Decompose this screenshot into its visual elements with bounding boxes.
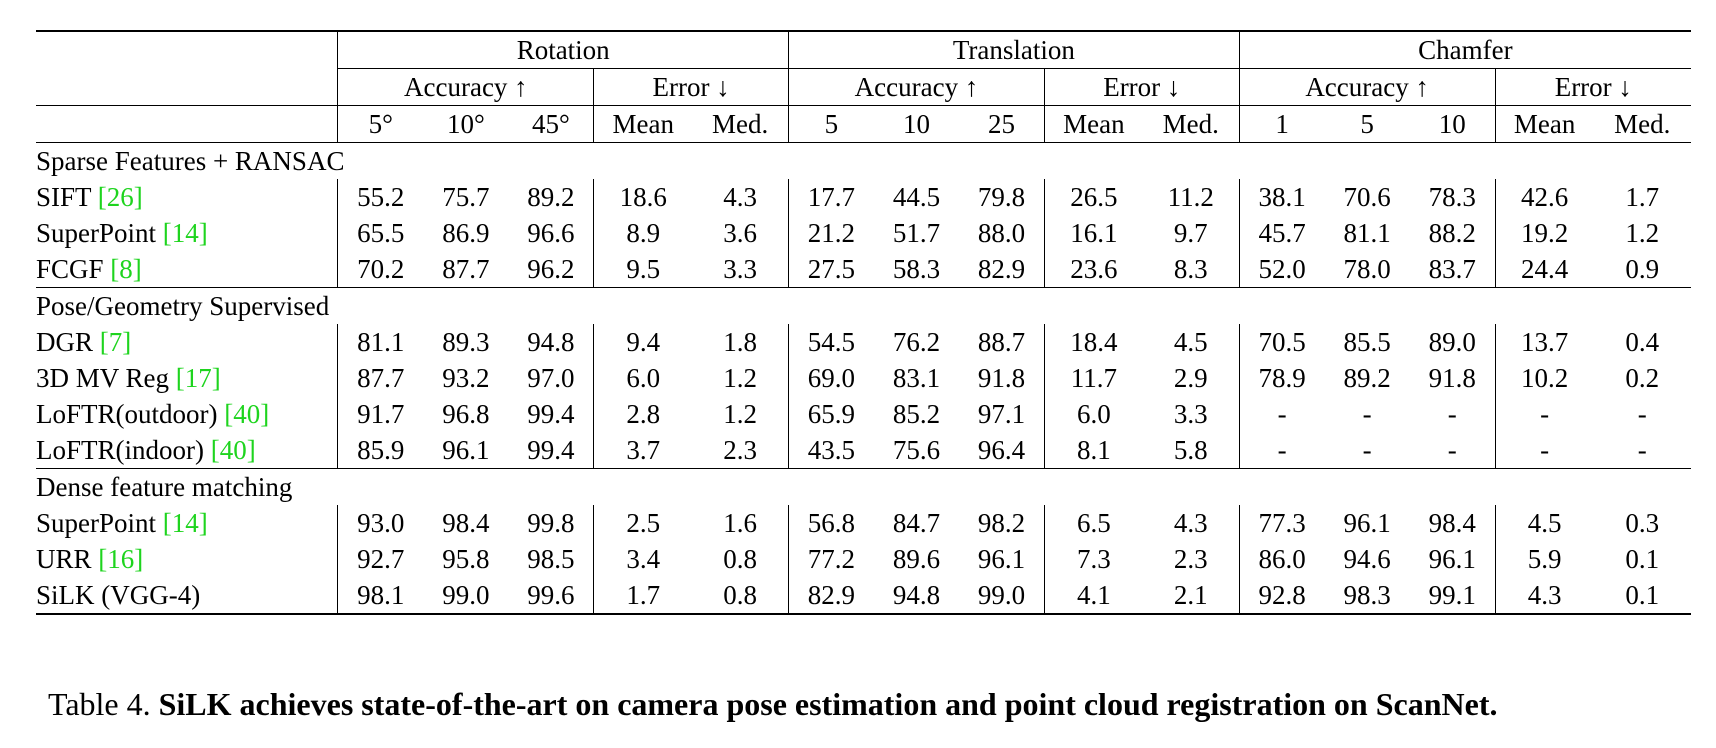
value-cell: 65.5 (338, 215, 423, 251)
value-cell: 96.1 (977, 544, 1026, 574)
value-cell: 44.5 (892, 182, 941, 212)
value-cell: 82.9 (959, 251, 1044, 288)
value-cell: 0.8 (723, 544, 757, 574)
value-cell: 18.6 (594, 179, 692, 215)
value-cell: 79.8 (977, 182, 1026, 212)
value-cell: 89.2 (527, 182, 575, 212)
value-cell: - (1495, 432, 1593, 469)
value-cell: 70.2 (338, 251, 423, 288)
value-cell: 85.9 (338, 432, 423, 469)
corner-cell (36, 106, 338, 143)
section-title: Sparse Features + RANSAC (36, 146, 345, 176)
value-cell: 24.4 (1495, 251, 1593, 288)
value-cell: 8.1 (1044, 432, 1142, 469)
value-cell: 98.4 (442, 508, 490, 538)
corner-cell (36, 31, 338, 69)
table-row (36, 432, 1691, 469)
citation-link[interactable]: [16] (98, 544, 144, 574)
method-label: URR (36, 544, 99, 574)
value-cell: 16.1 (1044, 215, 1142, 251)
value-cell: 11.7 (1044, 360, 1142, 396)
value-cell: 98.3 (1325, 577, 1410, 614)
value-cell: 5.9 (1495, 541, 1593, 577)
value-cell: 98.5 (527, 544, 575, 574)
value-cell: 45.7 (1239, 215, 1324, 251)
value-cell: 88.2 (1428, 218, 1476, 248)
value-cell: 98.4 (1428, 508, 1476, 538)
value-cell: 1.7 (594, 577, 692, 614)
value-cell: 4.3 (723, 182, 757, 212)
column-header: 10 (1410, 106, 1495, 143)
citation-link[interactable]: [40] (224, 399, 270, 429)
method-name (36, 577, 338, 614)
value-cell: 91.8 (977, 363, 1026, 393)
value-cell: 6.0 (594, 360, 692, 396)
method-label: SIFT (36, 182, 98, 212)
value-cell: - (1447, 399, 1457, 429)
value-cell: - (1410, 432, 1495, 469)
value-cell: 99.4 (527, 399, 575, 429)
value-cell: 86.0 (1239, 541, 1324, 577)
value-cell: 75.6 (874, 432, 959, 469)
value-cell: 0.9 (1594, 251, 1691, 288)
subgroup-header: Error ↓ (1495, 69, 1691, 106)
method-label: 3D MV Reg (36, 363, 176, 393)
value-cell: 99.6 (509, 577, 594, 614)
subgroup-header: Accuracy ↑ (1239, 69, 1495, 106)
method-name (36, 541, 338, 577)
value-cell: 99.0 (423, 577, 508, 614)
value-cell: 99.1 (1410, 577, 1495, 614)
value-cell: 78.9 (1239, 360, 1324, 396)
table-row (36, 396, 1691, 432)
group-header-translation: Translation (789, 31, 1240, 69)
value-cell: 89.6 (892, 544, 941, 574)
value-cell: - (1239, 396, 1324, 432)
value-cell: 89.2 (1343, 363, 1391, 393)
column-header: 5 (789, 106, 874, 143)
subgroup-header: Error ↓ (1044, 69, 1239, 106)
value-cell: 70.5 (1239, 324, 1324, 360)
value-cell: 2.1 (1143, 577, 1239, 614)
section-header-row (36, 288, 1691, 325)
citation-link[interactable]: [14] (162, 218, 208, 248)
value-cell: 81.1 (338, 324, 423, 360)
citation-link[interactable]: [8] (110, 254, 142, 284)
value-cell: 9.4 (594, 324, 692, 360)
value-cell: - (1325, 432, 1410, 469)
value-cell: 96.1 (1428, 544, 1476, 574)
method-name (36, 505, 338, 541)
value-cell: 1.2 (723, 363, 757, 393)
table-row (36, 505, 1691, 541)
value-cell: 8.9 (594, 215, 692, 251)
citation-link[interactable]: [26] (97, 182, 143, 212)
value-cell: 13.7 (1495, 324, 1593, 360)
method-label: LoFTR(outdoor) (36, 399, 225, 429)
value-cell: 52.0 (1239, 251, 1324, 288)
value-cell: 91.7 (338, 396, 423, 432)
value-cell: 2.3 (1173, 544, 1208, 574)
value-cell: 1.8 (723, 327, 757, 357)
method-name (36, 215, 338, 251)
subgroup-header-row (36, 69, 1691, 106)
method-name (36, 432, 338, 469)
value-cell: 75.7 (442, 182, 490, 212)
value-cell: 93.0 (338, 505, 423, 541)
value-cell: 21.2 (789, 215, 874, 251)
value-cell: 97.1 (977, 399, 1026, 429)
value-cell: 76.2 (892, 327, 941, 357)
value-cell: 93.2 (442, 363, 490, 393)
value-cell: 88.0 (977, 218, 1026, 248)
value-cell: 2.8 (594, 396, 692, 432)
value-cell: 96.4 (959, 432, 1044, 469)
value-cell: 42.6 (1495, 179, 1593, 215)
group-header-rotation: Rotation (338, 31, 789, 69)
value-cell: 82.9 (789, 577, 874, 614)
table-row (36, 541, 1691, 577)
value-cell: 89.0 (1428, 327, 1476, 357)
value-cell: 0.8 (692, 577, 788, 614)
value-cell: 38.1 (1239, 179, 1324, 215)
value-cell: 78.3 (1428, 182, 1476, 212)
value-cell: 1.2 (1625, 218, 1660, 248)
value-cell: 65.9 (789, 396, 874, 432)
group-header-row (36, 31, 1691, 69)
value-cell: 84.7 (892, 508, 941, 538)
value-cell: 77.2 (789, 541, 874, 577)
column-header: Med. (692, 106, 788, 143)
method-label: SuperPoint (36, 218, 163, 248)
value-cell: 3.7 (594, 432, 692, 469)
method-label: SiLK (VGG-4) (36, 580, 201, 610)
value-cell: 92.7 (338, 541, 423, 577)
citation-link[interactable]: [40] (210, 435, 256, 465)
subgroup-header: Accuracy ↑ (789, 69, 1045, 106)
value-cell: - (1594, 432, 1691, 469)
column-header-row (36, 106, 1691, 143)
value-cell: 43.5 (789, 432, 874, 469)
value-cell: 1.2 (723, 399, 757, 429)
value-cell: 98.1 (338, 577, 423, 614)
value-cell: 6.0 (1044, 396, 1142, 432)
section-header-row (36, 143, 1691, 180)
method-name (36, 251, 338, 288)
value-cell: 96.1 (1343, 508, 1391, 538)
value-cell: 55.2 (338, 179, 423, 215)
column-header: 5 (1325, 106, 1410, 143)
method-label: FCGF (36, 254, 111, 284)
value-cell: 1.6 (723, 508, 757, 538)
column-header: Mean (1044, 106, 1142, 143)
method-name (36, 324, 338, 360)
column-header: Med. (1143, 106, 1239, 143)
value-cell: 94.6 (1343, 544, 1391, 574)
value-cell: 5.8 (1143, 432, 1239, 469)
value-cell: 23.6 (1044, 251, 1142, 288)
value-cell: 98.2 (977, 508, 1026, 538)
value-cell: 94.8 (874, 577, 959, 614)
value-cell: 85.5 (1343, 327, 1391, 357)
value-cell: 2.3 (692, 432, 788, 469)
value-cell: 78.0 (1325, 251, 1410, 288)
value-cell: - (1239, 432, 1324, 469)
column-header: Mean (1495, 106, 1593, 143)
value-cell: 56.8 (789, 505, 874, 541)
value-cell: - (1495, 396, 1593, 432)
value-cell: 3.3 (1173, 399, 1208, 429)
table-row (36, 577, 1691, 614)
value-cell: 87.7 (338, 360, 423, 396)
value-cell: 2.5 (594, 505, 692, 541)
citation-link[interactable]: [7] (99, 327, 132, 357)
method-name (36, 360, 338, 396)
corner-cell (36, 69, 338, 106)
column-header: Mean (594, 106, 692, 143)
table-header (36, 31, 1691, 143)
citation-link[interactable]: [14] (162, 508, 208, 538)
table-row (36, 324, 1691, 360)
value-cell: 96.6 (527, 218, 575, 248)
caption-text: SiLK achieves state-of-the-art on camera pose estimation and point cloud registration on ScanNet. (158, 686, 1498, 722)
column-header: 25 (959, 106, 1044, 143)
value-cell: 91.8 (1428, 363, 1476, 393)
method-label: DGR (36, 327, 100, 357)
value-cell: 99.0 (959, 577, 1044, 614)
value-cell: 0.2 (1625, 363, 1660, 393)
value-cell: 70.6 (1343, 182, 1391, 212)
value-cell: 0.3 (1625, 508, 1660, 538)
value-cell: 83.1 (892, 363, 941, 393)
value-cell: 9.7 (1173, 218, 1208, 248)
value-cell: 97.0 (527, 363, 575, 393)
value-cell: 2.9 (1173, 363, 1208, 393)
value-cell: 3.3 (692, 251, 788, 288)
value-cell: 3.6 (723, 218, 757, 248)
value-cell: 51.7 (892, 218, 941, 248)
citation-link[interactable]: [17] (175, 363, 221, 393)
subgroup-header: Error ↓ (594, 69, 789, 106)
value-cell: 86.9 (442, 218, 490, 248)
value-cell: 99.4 (509, 432, 594, 469)
value-cell: 77.3 (1239, 505, 1324, 541)
value-cell: 83.7 (1410, 251, 1495, 288)
column-header: 5° (338, 106, 423, 143)
value-cell: 10.2 (1495, 360, 1593, 396)
value-cell: 27.5 (789, 251, 874, 288)
value-cell: 89.3 (442, 327, 490, 357)
results-table (36, 30, 1691, 615)
value-cell: - (1362, 399, 1372, 429)
table-body (36, 143, 1691, 615)
value-cell: 58.3 (874, 251, 959, 288)
column-header: 1 (1239, 106, 1324, 143)
value-cell: 1.7 (1625, 182, 1660, 212)
value-cell: 17.7 (789, 179, 874, 215)
value-cell: - (1637, 399, 1647, 429)
value-cell: 94.8 (527, 327, 575, 357)
subgroup-header: Accuracy ↑ (338, 69, 594, 106)
value-cell: 88.7 (977, 327, 1026, 357)
value-cell: 11.2 (1167, 182, 1214, 212)
value-cell: 95.8 (442, 544, 490, 574)
value-cell: 96.1 (423, 432, 508, 469)
table-row (36, 215, 1691, 251)
value-cell: 7.3 (1044, 541, 1142, 577)
table-caption (48, 686, 1497, 723)
value-cell: 19.2 (1495, 215, 1593, 251)
value-cell: 87.7 (423, 251, 508, 288)
value-cell: 69.0 (789, 360, 874, 396)
value-cell: 0.4 (1625, 327, 1660, 357)
value-cell: 4.1 (1044, 577, 1142, 614)
method-label: SuperPoint (36, 508, 163, 538)
value-cell: 4.5 (1495, 505, 1593, 541)
value-cell: 92.8 (1239, 577, 1324, 614)
value-cell: 85.2 (892, 399, 941, 429)
value-cell: 81.1 (1343, 218, 1391, 248)
column-header: 10° (423, 106, 508, 143)
column-header: Med. (1594, 106, 1691, 143)
results-table-container (36, 30, 1691, 615)
table-row (36, 360, 1691, 396)
section-title: Pose/Geometry Supervised (36, 291, 330, 321)
value-cell: 3.4 (594, 541, 692, 577)
section-header-row (36, 469, 1691, 506)
section-title: Dense feature matching (36, 472, 293, 502)
value-cell: 4.3 (1495, 577, 1593, 614)
value-cell: 96.8 (442, 399, 490, 429)
method-label: LoFTR(indoor) (36, 435, 211, 465)
value-cell: 99.8 (527, 508, 575, 538)
value-cell: 96.2 (509, 251, 594, 288)
column-header: 45° (509, 106, 594, 143)
value-cell: 4.3 (1173, 508, 1208, 538)
value-cell: 8.3 (1143, 251, 1239, 288)
value-cell: 18.4 (1044, 324, 1142, 360)
table-row (36, 251, 1691, 288)
value-cell: 9.5 (594, 251, 692, 288)
column-header: 10 (874, 106, 959, 143)
value-cell: 0.1 (1625, 544, 1660, 574)
caption-label: Table 4. (48, 686, 159, 722)
group-header-chamfer: Chamfer (1239, 31, 1691, 69)
method-name (36, 179, 338, 215)
table-row (36, 179, 1691, 215)
value-cell: 0.1 (1594, 577, 1691, 614)
value-cell: 4.5 (1173, 327, 1208, 357)
value-cell: 54.5 (789, 324, 874, 360)
method-name (36, 396, 338, 432)
value-cell: 6.5 (1044, 505, 1142, 541)
value-cell: 26.5 (1044, 179, 1142, 215)
